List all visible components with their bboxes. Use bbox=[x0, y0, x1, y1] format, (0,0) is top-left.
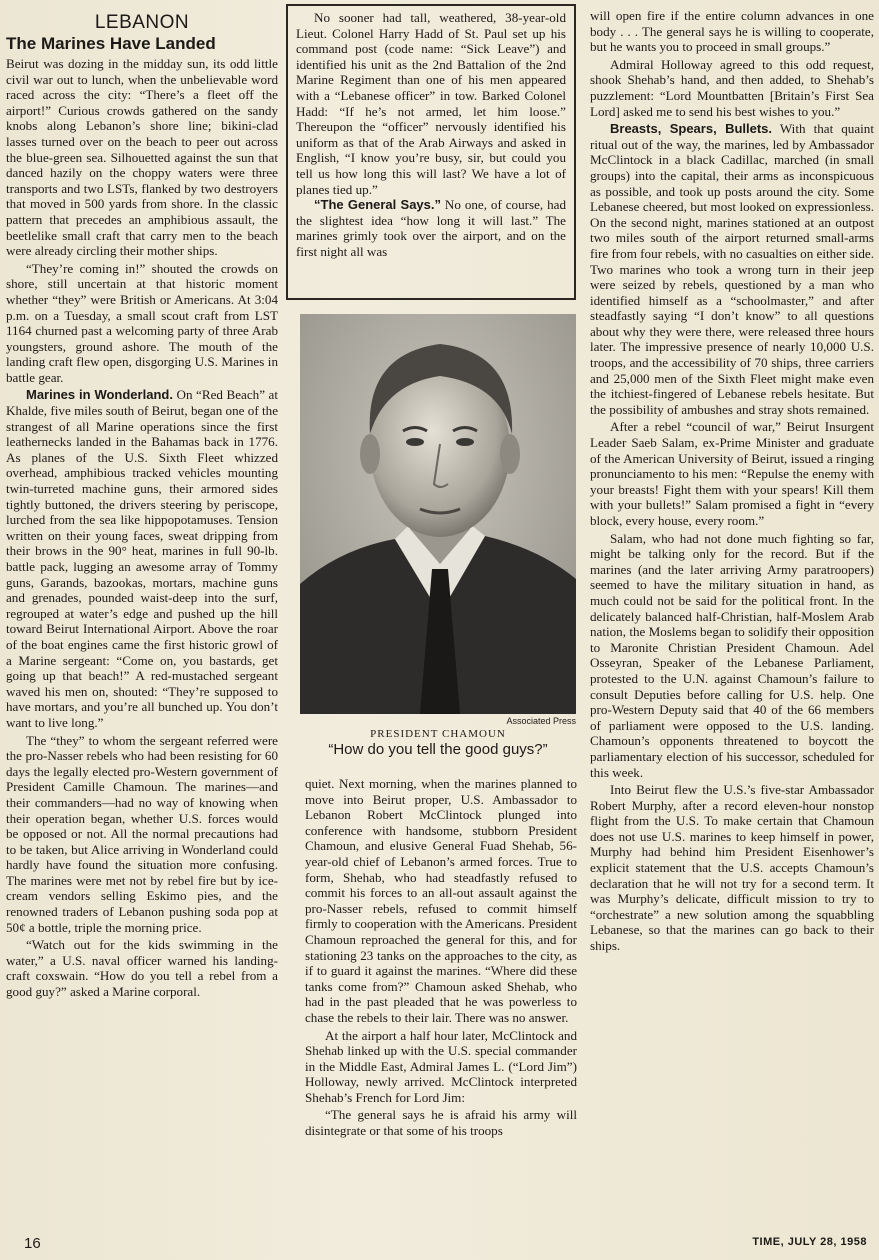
issue-footer: TIME, JULY 28, 1958 bbox=[752, 1236, 867, 1248]
paragraph: “The general says he is afraid his army will disintegrate or that some of his troops bbox=[305, 1107, 577, 1139]
paragraph-text: No one, of course, had the slightest idea “how long it will last.” The marines grimly took over the airport, and on the first night all was bbox=[296, 197, 566, 259]
paragraph: After a rebel “council of war,” Beirut Insurgent Leader Saeb Salam, ex-Prime Minister and graduate of the American University of Beirut, issued a ringing pronunciamento to his men: “Repulse the enemy with your breasts! Fight them with your spears! Kill them with your bullets!” Salam promised a fight in “every block, every house, every room.” bbox=[590, 419, 874, 528]
column-2-lower bbox=[305, 776, 577, 1141]
subheading: Breasts, Spears, Bullets. bbox=[610, 121, 773, 137]
paragraph: No sooner had tall, weathered, 38-year-old Lieut. Colonel Harry Hadd of St. Paul set up his command post (code name: “Sick Leave”) and identified his unit as the 2nd Battalion of the 2nd Marine Regiment than one of his men appeared with a “Lebanese officer” in tow. Barked Colonel Hadd: “If he’s not armed, let him loose.” Thereupon the “officer” nervously identified his uniform as that of the Arab Airways and asked in English, “I know you’re busy, sir, but could you tell us how long this will last? We have a lot of planes tied up.” bbox=[296, 10, 566, 197]
paragraph: quiet. Next morning, when the marines planned to move into Beirut proper, U.S. Ambassador to Lebanon Robert McClintock plunged into conference with handsome, stubborn President Chamoun, and elusive General Fuad Shehab, 56-year-old chief of Lebanon’s armed forces. True to form, Shehab, who had steadfastly refused to commit his forces to an all-out assault against the pro-Nasser rebels, refused to commit himself firmly to cooperation with the Americans. President Chamoun reproached the general for this, and for stationing 23 tanks on the approaches to the city, as if to guard it against the marines. “Where did these tanks come from?” Chamoun asked Shehab, who had in the past pleaded that he was powerless to chase the rebels to their lair. There was no answer. bbox=[305, 776, 577, 1025]
headline: The Marines Have Landed bbox=[6, 34, 216, 53]
column-3 bbox=[590, 8, 874, 956]
boxed-text bbox=[286, 4, 576, 300]
subheading: “The General Says.” bbox=[314, 197, 441, 213]
paragraph: Admiral Holloway agreed to this odd request, shook Shehab’s hand, and then added, to Shehab’s puzzlement: “Lord Mountbatten [Britain’s First Sea Lord] asked me to send his best wishes to you.” bbox=[590, 56, 874, 119]
paragraph: At the airport a half hour later, McClintock and Shehab linked up with the U.S. special commander in the Middle East, Admiral James L. (“Lord Jim”) Holloway, newly arrived. McClintock interpreted Shehab’s French for Lord Jim: bbox=[305, 1027, 577, 1105]
paragraph: The “they” to whom the sergeant referred were the pro-Nasser rebels who had been resisting for 60 days the legally elected pro-Western government of President Camille Chamoun. The marines—and their commanders—had no way of knowing when their operation began, whether U.S. forces would be opposed or not. All the normal precautions had to be taken, but Alice arriving in Wonderland could hardly have found the situation more confusing. The marines were met not by rebel fire but by ice-cream vendors selling Eskimo pies, and the renowned traders of Lebanon pushing soda pop at 50¢ a bottle, triple the morning price. bbox=[6, 732, 278, 935]
paragraph: Salam, who had not done much fighting so far, might be talking only for the record. But if the marines (and the later arriving Army paratroopers) seemed to have the military situation in hand, as much could not be said for the political front. In the delicately balanced half-Christian, half-Moslem Arab nation, the Moslems began to solidify their opposition to Maronite Christian President Chamoun. Adel Osseyran, Speaker of the Lebanese Parliament, protested to the U.N. against Chamoun’s failure to consult Deputies before calling for U.S. help. One pro-Western Deputy said that 40 of the 66 members of parliament were opposed to the U.S. landing. Chamoun’s opponents threatened to boycott the parliamentary election of his successor, scheduled for this week. bbox=[590, 530, 874, 780]
portrait-illustration bbox=[300, 314, 576, 714]
paragraph bbox=[296, 197, 566, 259]
paragraph-text: With that quaint ritual out of the way, the marines, led by Ambassador McClintock in a black Cadillac, marched (in small groups) into the capital, their arms as inconspicuous as possible, and took up posts around the city. Some Lebanese cheered, but most looked on expressionless. On the second night, marines stationed at an outpost two miles south of the airport returned small-arms fire from four rebels, with no casualties on either side. Two marines who took a wrong turn in their jeep were seized by rebels, questioned by a man who identified himself as a “schoolmaster,” and after steadfastly saying “I don’t know” to all questions about why they were there, were released three hours later. The impressive presence of nearly 10,000 U.S. troops, and the accessibility of 70 ships, three carriers and 25,000 men of the Sixth Fleet might make even the itchiest-fingered of Lebanese rebels hesitate. But the possibility of ambushes and stray shots remained. bbox=[590, 121, 874, 417]
paragraph: Into Beirut flew the U.S.’s five-star Ambassador Robert Murphy, after a record eleven-hour nonstop flight from the U.S. To make certain that Chamoun does not use U.S. marines to keep himself in power, Murphy had behind him President Eisenhower’s explicit statement that the U.S. accepts Chamoun’s declaration that he will not try for a second term. It was Murphy’s delicate, difficult mission to try to “orchestrate” a new solution among the squabbling Lebanese, so that the marines can go back to their ships. bbox=[590, 782, 874, 954]
paragraph: “They’re coming in!” shouted the crowds on shore, still uncertain at that historic moment whether “they” were British or Americans. At 3:04 p.m. on a Tuesday, a small scout craft from LST 1164 churned past a welcoming party of three Arab youngsters, ground ashore. The mouth of the landing craft flew open, disgorging U.S. Marines in battle gear. bbox=[6, 260, 278, 385]
photo-caption-name: PRESIDENT CHAMOUN bbox=[370, 728, 506, 740]
page-number: 16 bbox=[24, 1235, 41, 1252]
column-1 bbox=[6, 8, 278, 1002]
paragraph-text: On “Red Beach” at Khalde, five miles south of Beirut, began one of the strangest of all Marine operations since the first leathernecks landed in the Bahamas back in 1776. As planes of the U.S. Sixth Fleet whizzed overhead, amphibious tracked vehicles mounting twin-turreted machine guns, their armored sides tightly buttoned, the drivers steering by periscope, lurched from the sea like hippopotamuses. Tension written on their young faces, sweat dripping from their brows in the 90° heat, marines in full 90-lb. battle pack, lugging an awesome array of Tommy guns, Garands, bazookas, mortars, machine guns and grenades, pounded waist-deep into the surf, regrouped at water’s edge and pushed up the hill toward Beirut International Airport. Above the roar of the boat engines came the first historic growl of a Marine sergeant: “Come on, you bastards, get going up that beach!” A red-mustached sergeant waved his men on, shouted: “They’re supposed to have mortars, and you’re all bunched up. You don’t want to live long.” bbox=[6, 387, 278, 730]
portrait-photo bbox=[300, 314, 576, 714]
paragraph: “Watch out for the kids swimming in the water,” a U.S. naval officer warned his landing-craft coxswain. “How do you tell a rebel from a good guy?” asked a Marine corporal. bbox=[6, 937, 278, 1000]
paragraph: Beirut was dozing in the midday sun, its odd little civil war out to lunch, when the unbelievable word raced across the city: “There’s a fleet off the airport!” Curious crowds gathered on the sandy knobs along Lebanon’s shore line; bikini-clad lasses turned over on the beach to peer out across the blue-green sea. Silhouetted against the sun that danced hazily on the choppy waters were three transports and two LSTs, flanked by two destroyers that moved in 500 yards from shore. In the classic pattern that precedes an amphibious assault, the beetlelike small craft that carry men to the beach were already circling their mother ships. bbox=[6, 56, 278, 259]
paragraph bbox=[6, 387, 278, 730]
section-title: LEBANON bbox=[94, 12, 190, 33]
paragraph: will open fire if the entire column advances in one body . . . The general says he is willing to cooperate, but he wants you to proceed in small groups.” bbox=[590, 8, 874, 55]
photo-credit: Associated Press bbox=[506, 716, 576, 726]
subheading: Marines in Wonderland. bbox=[26, 387, 173, 403]
paragraph bbox=[590, 121, 874, 417]
photo-caption-quote: “How do you tell the good guys?” bbox=[328, 741, 548, 758]
